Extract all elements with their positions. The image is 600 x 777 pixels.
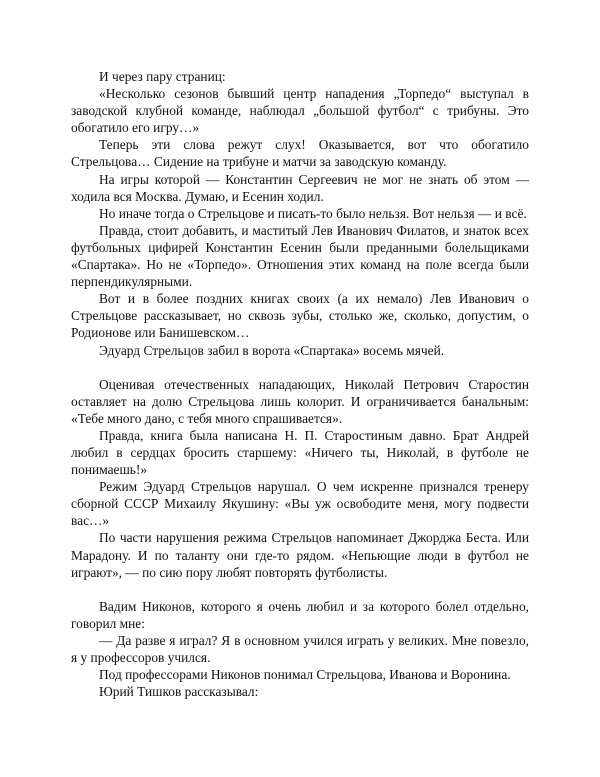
- paragraph: Вадим Никонов, которого я очень любил и за которого болел отдельно, говорил мне:: [71, 598, 529, 631]
- paragraph: «Несколько сезонов бывший центр нападения „Торпедо“ выступал в заводской клубной команде, наблюдал „большой футбол“ с трибуны. Это обогатило его игру…»: [71, 86, 529, 136]
- paragraph: Эдуард Стрельцов забил в ворота «Спартака» восемь мячей.: [99, 342, 445, 358]
- paragraph: Правда, стоит добавить, и маститый Лев Иванович Филатов, и знаток всех футбольных цифирей Константин Есенин были преданными болельщиками «Спартака». Но не «Торпедо». Отношения этих команд на поле всегда были перпендикулярными.: [71, 222, 529, 290]
- paragraph: Юрий Тишков рассказывал:: [99, 684, 259, 700]
- paragraph: Вот и в более поздних книгах своих (а их немало) Лев Иванович о Стрельцове рассказывает, но сквозь зубы, столько же, сколько, допустим, о Родионове или Банишевском…: [71, 291, 529, 341]
- paragraph: Но иначе тогда о Стрельцове и писать-то было нельзя. Вот нельзя — и всё.: [99, 205, 527, 221]
- paragraph: По части нарушения режима Стрельцов напоминает Джорджа Беста. Или Марадону. И по таланту они где-то рядом. «Непьющие люди в футбол не играют», — по сию пору любят повторять футболисты.: [71, 530, 529, 580]
- paragraph: И через пару страниц:: [99, 69, 226, 84]
- paragraph: Оценивая отечественных нападающих, Николай Петрович Старостин оставляет на долю Стрельцова лишь колорит. И ограничивается банальным: «Тебе много дано, с тебя много спрашивается».: [71, 376, 529, 426]
- document-page: [71, 68, 529, 700]
- paragraph: — Да разве я играл? Я в основном учился играть у великих. Мне повезло, я у профессоров учился.: [71, 632, 529, 665]
- paragraph: Правда, книга была написана Н. П. Старостиным давно. Брат Андрей любил в сердцах бросить старшему: «Ничего ты, Николай, в футболе не понимаешь!»: [71, 427, 529, 478]
- paragraph: На игры которой — Константин Сергеевич не мог не знать об этом — ходила вся Москва. Думаю, и Есенин ходил.: [71, 171, 529, 204]
- paragraph: Под профессорами Никонов понимал Стрельцова, Иванова и Воронина.: [99, 667, 511, 683]
- paragraph: Теперь эти слова режут слух! Оказывается, вот что обогатило Стрельцова… Сидение на трибуне и матчи за заводскую команду.: [71, 137, 529, 170]
- paragraph: Режим Эдуард Стрельцов нарушал. О чем искренне признался тренеру сборной СССР Михаилу Якушину: «Вы уж освободите меня, могу подвести вас…»: [71, 479, 529, 529]
